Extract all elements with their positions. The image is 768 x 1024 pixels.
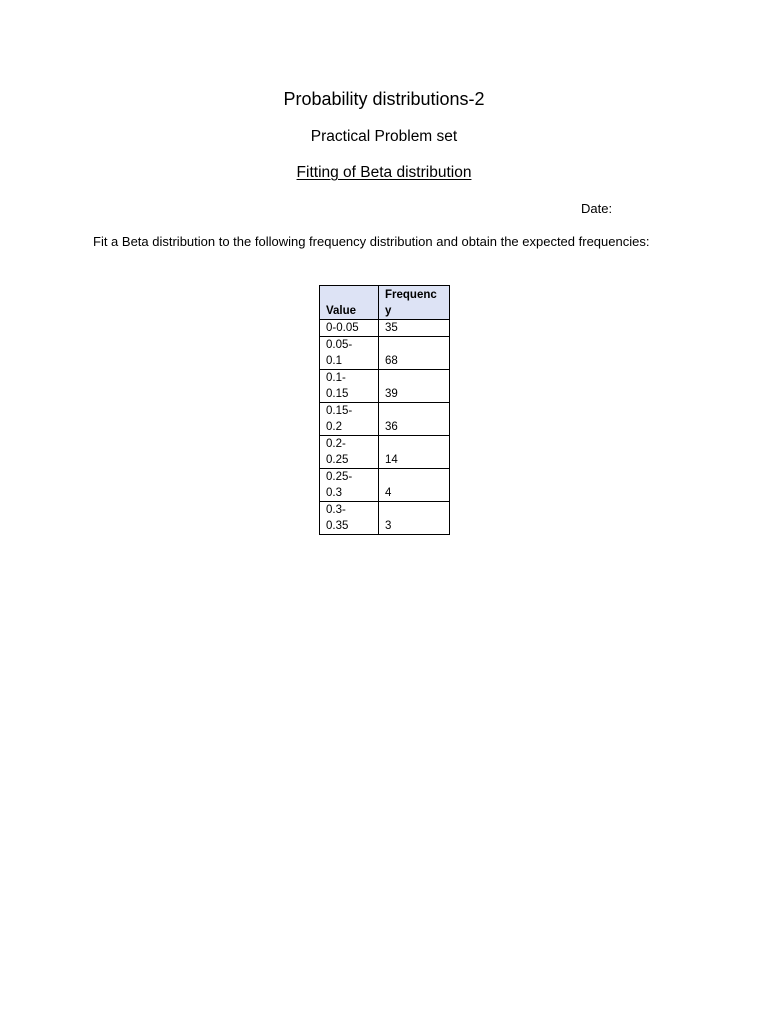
cell-value: 0-0.05: [320, 320, 379, 337]
section-heading-text: Fitting of Beta distribution: [296, 164, 472, 181]
instruction-text: Fit a Beta distribution to the following frequency distribution and obtain the expected frequencies:: [93, 234, 650, 249]
document-title: Probability distributions-2: [283, 89, 485, 109]
table-header-row: [320, 286, 450, 320]
frequency-table: [319, 285, 450, 535]
cell-value: 0.2- 0.25: [320, 436, 379, 469]
cell-frequency: 36: [379, 403, 450, 436]
cell-value: 0.3- 0.35: [320, 502, 379, 535]
document-subtitle: Practical Problem set: [310, 128, 458, 145]
table-row: [320, 403, 450, 436]
cell-frequency: 4: [379, 469, 450, 502]
table-row: [320, 337, 450, 370]
header-frequency: Frequenc y: [379, 286, 450, 320]
table-body: [320, 320, 450, 535]
cell-frequency: 68: [379, 337, 450, 370]
cell-frequency: 3: [379, 502, 450, 535]
cell-frequency: 35: [379, 320, 450, 337]
table-row: [320, 320, 450, 337]
header-value: Value: [320, 286, 379, 320]
table-row: [320, 469, 450, 502]
cell-value: 0.15- 0.2: [320, 403, 379, 436]
date-label: Date:: [581, 201, 613, 216]
table-row: [320, 370, 450, 403]
cell-frequency: 39: [379, 370, 450, 403]
cell-frequency: 14: [379, 436, 450, 469]
section-heading: [0, 162, 768, 184]
cell-value: 0.05- 0.1: [320, 337, 379, 370]
cell-value: 0.25- 0.3: [320, 469, 379, 502]
table-row: [320, 436, 450, 469]
table-row: [320, 502, 450, 535]
cell-value: 0.1- 0.15: [320, 370, 379, 403]
